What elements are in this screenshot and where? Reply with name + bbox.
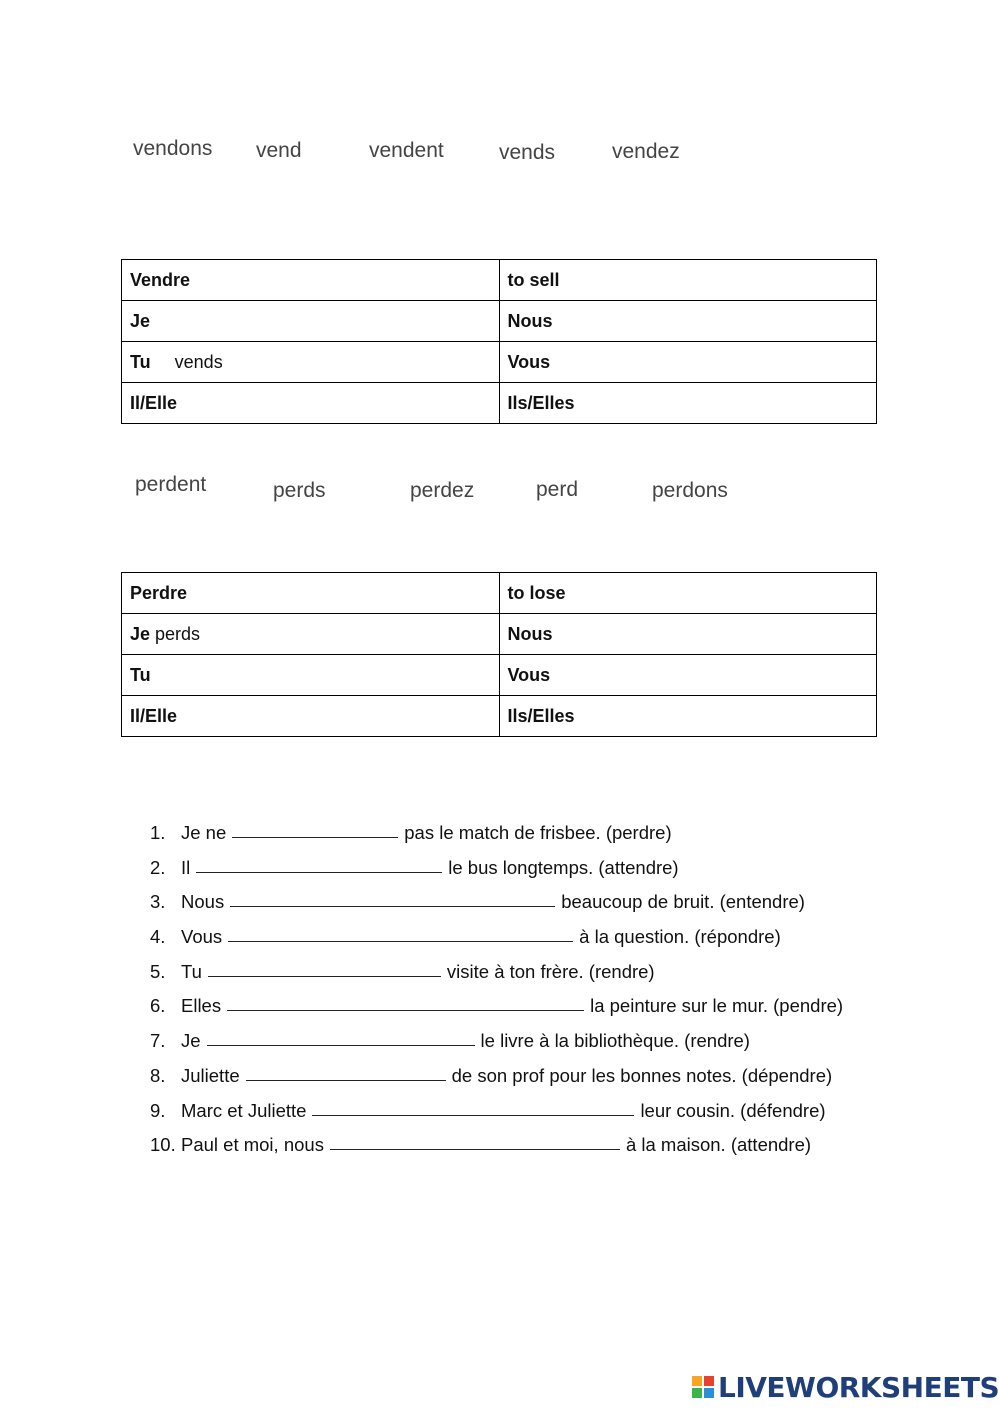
verb-cell: Vendre (122, 260, 500, 301)
item-number: 1. (150, 822, 166, 843)
answer-blank[interactable] (232, 819, 398, 838)
answer-blank[interactable] (246, 1062, 446, 1081)
draggable-word[interactable]: perd (536, 478, 579, 501)
item-prompt: Il (181, 856, 191, 878)
drop-cell-ils[interactable] (499, 383, 877, 424)
logo-square (692, 1376, 702, 1386)
answer-blank[interactable] (228, 923, 573, 942)
draggable-word[interactable]: perdent (135, 473, 207, 496)
pronoun-label: Ils/Elles (507, 705, 575, 726)
draggable-word[interactable]: vendez (612, 140, 680, 163)
pronoun-label: Tu (130, 664, 151, 685)
pronoun-label: Je (130, 310, 151, 331)
drop-cell-ils[interactable] (499, 696, 877, 737)
item-number: 5. (150, 960, 166, 982)
exercise-item (150, 958, 843, 993)
answer-blank[interactable] (230, 888, 555, 907)
item-hint: beaucoup de bruit. (entendre) (561, 891, 805, 913)
item-prompt: Vous (181, 926, 223, 948)
item-number: 9. (150, 1099, 166, 1121)
placed-answer: perds (155, 623, 201, 644)
draggable-word[interactable]: vend (256, 139, 302, 162)
draggable-word[interactable]: vendons (133, 137, 213, 160)
answer-blank[interactable] (207, 1027, 475, 1046)
exercise-item (150, 923, 843, 958)
logo-square (692, 1388, 702, 1398)
item-number: 2. (150, 856, 166, 878)
logo-square (704, 1376, 714, 1386)
liveworksheets-logo (692, 1370, 999, 1404)
pronoun-label: Vous (507, 351, 551, 372)
item-number: 4. (150, 926, 166, 948)
item-prompt: Juliette (181, 1064, 240, 1086)
drop-cell-nous[interactable] (499, 301, 877, 342)
item-number: 8. (150, 1064, 166, 1086)
pronoun-label: Il/Elle (130, 705, 178, 726)
drop-cell-vous[interactable] (499, 342, 877, 383)
item-hint: la peinture sur le mur. (pendre) (590, 995, 844, 1017)
drop-cell-tu[interactable] (122, 655, 500, 696)
pronoun-label: Je (130, 623, 151, 644)
answer-blank[interactable] (312, 1097, 634, 1116)
answer-blank[interactable] (196, 854, 442, 873)
item-hint: leur cousin. (défendre) (640, 1099, 826, 1121)
item-prompt: Nous (181, 891, 225, 913)
exercise-item (150, 854, 843, 889)
placed-answer: vends (174, 351, 223, 372)
pronoun-label: Vous (507, 664, 551, 685)
verb-cell: Perdre (122, 573, 500, 614)
draggable-word[interactable]: perdez (410, 479, 475, 502)
item-hint: pas le match de frisbee. (perdre) (404, 822, 672, 843)
exercise-item (150, 1027, 843, 1062)
drop-cell-je[interactable] (122, 301, 500, 342)
drop-cell-je[interactable] (122, 614, 500, 655)
item-prompt: Elles (181, 995, 222, 1017)
item-prompt: Tu (181, 960, 202, 982)
item-hint: à la maison. (attendre) (625, 1134, 812, 1156)
answer-blank[interactable] (227, 992, 584, 1011)
exercise-item (150, 888, 843, 923)
item-hint: à la question. (répondre) (579, 926, 781, 948)
drop-cell-tu[interactable] (122, 342, 500, 383)
item-number: 10. (150, 1134, 176, 1156)
item-hint: de son prof pour les bonnes notes. (dépendre) (451, 1064, 833, 1086)
exercise-item (150, 992, 843, 1027)
answer-blank[interactable] (208, 958, 441, 977)
draggable-word[interactable]: perdons (652, 479, 728, 502)
exercise-item (150, 1062, 843, 1097)
item-hint: le livre à la bibliothèque. (rendre) (480, 1030, 750, 1052)
item-prompt: Je ne (181, 822, 227, 843)
item-number: 3. (150, 891, 166, 913)
answer-blank[interactable] (330, 1131, 620, 1150)
drop-cell-vous[interactable] (499, 655, 877, 696)
meaning-cell: to sell (499, 260, 877, 301)
pronoun-label: Ils/Elles (507, 392, 575, 413)
conjugation-table-perdre (121, 572, 877, 737)
item-number: 6. (150, 995, 166, 1017)
item-prompt: Paul et moi, nous (181, 1134, 324, 1156)
exercise-item (150, 819, 843, 854)
pronoun-label: Nous (507, 310, 553, 331)
pronoun-label: Nous (507, 623, 553, 644)
item-hint: le bus longtemps. (attendre) (448, 856, 679, 878)
drop-cell-nous[interactable] (499, 614, 877, 655)
draggable-word[interactable]: vendent (369, 139, 444, 162)
pronoun-label: Il/Elle (130, 392, 178, 413)
drop-cell-il[interactable] (122, 696, 500, 737)
meaning-cell: to lose (499, 573, 877, 614)
item-number: 7. (150, 1030, 166, 1052)
item-prompt: Marc et Juliette (181, 1099, 307, 1121)
conjugation-table-vendre (121, 259, 877, 424)
drop-cell-il[interactable] (122, 383, 500, 424)
logo-text: LIVEWORKSHEETS (718, 1370, 999, 1404)
draggable-word[interactable]: vends (499, 141, 556, 164)
exercise-list (150, 819, 843, 1166)
exercise-item (150, 1131, 843, 1166)
pronoun-label: Tu (130, 351, 151, 372)
exercise-item (150, 1097, 843, 1132)
logo-icon (692, 1376, 714, 1398)
draggable-word[interactable]: perds (273, 479, 326, 502)
item-hint: visite à ton frère. (rendre) (446, 960, 655, 982)
item-prompt: Je (181, 1030, 201, 1052)
logo-square (704, 1388, 714, 1398)
